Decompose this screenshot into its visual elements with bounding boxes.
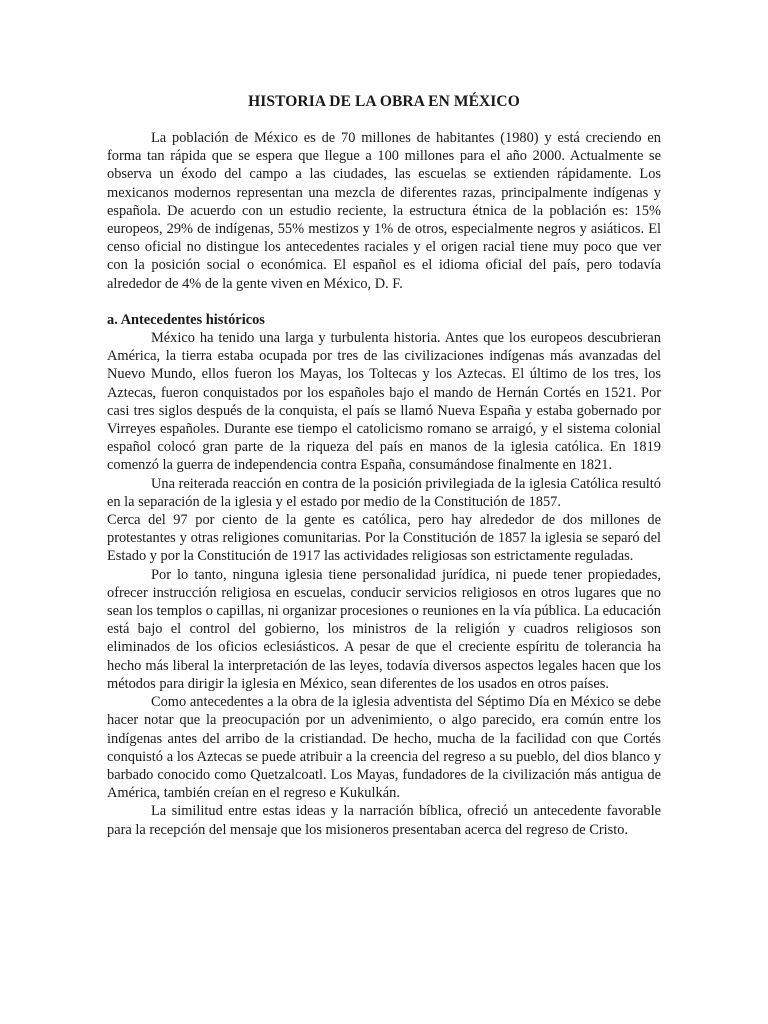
body-paragraph: Como antecedentes a la obra de la iglesia adventista del Séptimo Día en México se debe hacer notar que la preocupación por un advenimiento, o algo parecido, era común entre los indígenas antes del arribo de la cristiandad. De hecho, mucha de la facilidad con que Cortés conquistó a los Aztecas se puede atribuir a la creencia del regreso a su pueblo, del dios blanco y barbado conocido como Quetzalcoatl. Los Mayas, fundadores de la civilización más antigua de América, también creían en el regreso e Kukulkán.: [107, 694, 661, 802]
body-paragraph: Cerca del 97 por ciento de la gente es católica, pero hay alrededor de dos millones de protestantes y otras religiones comunitarias. Por la Constitución de 1857 la iglesia se separó del Estado y por la Constitución de 1917 las actividades religiosas son estrictamente reguladas.: [107, 512, 661, 565]
paragraph-spacer: [107, 293, 661, 311]
document-title: HISTORIA DE LA OBRA EN MÉXICO: [248, 93, 520, 110]
body-paragraph: Una reiterada reacción en contra de la posición privilegiada de la iglesia Católica resultó en la separación de la iglesia y el estado por medio de la Constitución de 1857.: [107, 475, 661, 510]
intro-paragraph: La población de México es de 70 millones de habitantes (1980) y está creciendo en forma tan rápida que se espera que llegue a 100 millones para el año 2000. Actualmente se observa un éxodo del campo a las ciudades, las escuelas se extienden rápidamente. Los mexicanos modernos representan una mezcla de diferentes razas, principalmente indígenas y española. De acuerdo con un estudio reciente, la estructura étnica de la población es: 15% europeos, 29% de indígenas, 55% mestizos y 1% de otros, especialmente negros y asiáticos. El censo oficial no distingue los antecedentes raciales y el origen racial tiene muy poco que ver con la posición social o económica. El español es el idioma oficial del país, pero todavía alrededor de 4% de la gente viven en México, D. F.: [107, 130, 661, 292]
document-page: [107, 92, 661, 839]
body-paragraph: La similitud entre estas ideas y la narración bíblica, ofreció un antecedente favorable para la recepción del mensaje que los misioneros presentaban acerca del regreso de Cristo.: [107, 803, 661, 838]
body-paragraph: Por lo tanto, ninguna iglesia tiene personalidad jurídica, ni puede tener propiedades, ofrecer instrucción religiosa en escuelas, conducir servicios religiosos en otros lugares que no sean los templos o capillas, ni organizar procesiones o reuniones en la vía pública. La educación está bajo el control del gobierno, los ministros de la religión y cuadros religiosos son eliminados de los oficios eclesiásticos. A pesar de que el creciente espíritu de tolerancia ha hecho más liberal la interpretación de las leyes, todavía diversos aspectos legales hacen que los métodos para dirigir la iglesia en México, sean diferentes de los usados en otros países.: [107, 566, 661, 692]
section-heading: a. Antecedentes históricos: [107, 311, 265, 328]
body-paragraph: México ha tenido una larga y turbulenta historia. Antes que los europeos descubrieran América, la tierra estaba ocupada por tres de las civilizaciones indígenas más avanzadas del Nuevo Mundo, ellos fueron los Mayas, los Toltecas y los Aztecas. El último de los tres, los Aztecas, fueron conquistados por los españoles bajo el mando de Hernán Cortés en 1521. Por casi tres siglos después de la conquista, el país se llamó Nueva España y estaba gobernado por Virreyes españoles. Durante ese tiempo el catolicismo romano se arraigó, y el sistema colonial español colocó gran parte de la riqueza del país en manos de la iglesia católica. En 1819 comenzó la guerra de independencia contra España, consumándose finalmente en 1821.: [107, 330, 661, 474]
